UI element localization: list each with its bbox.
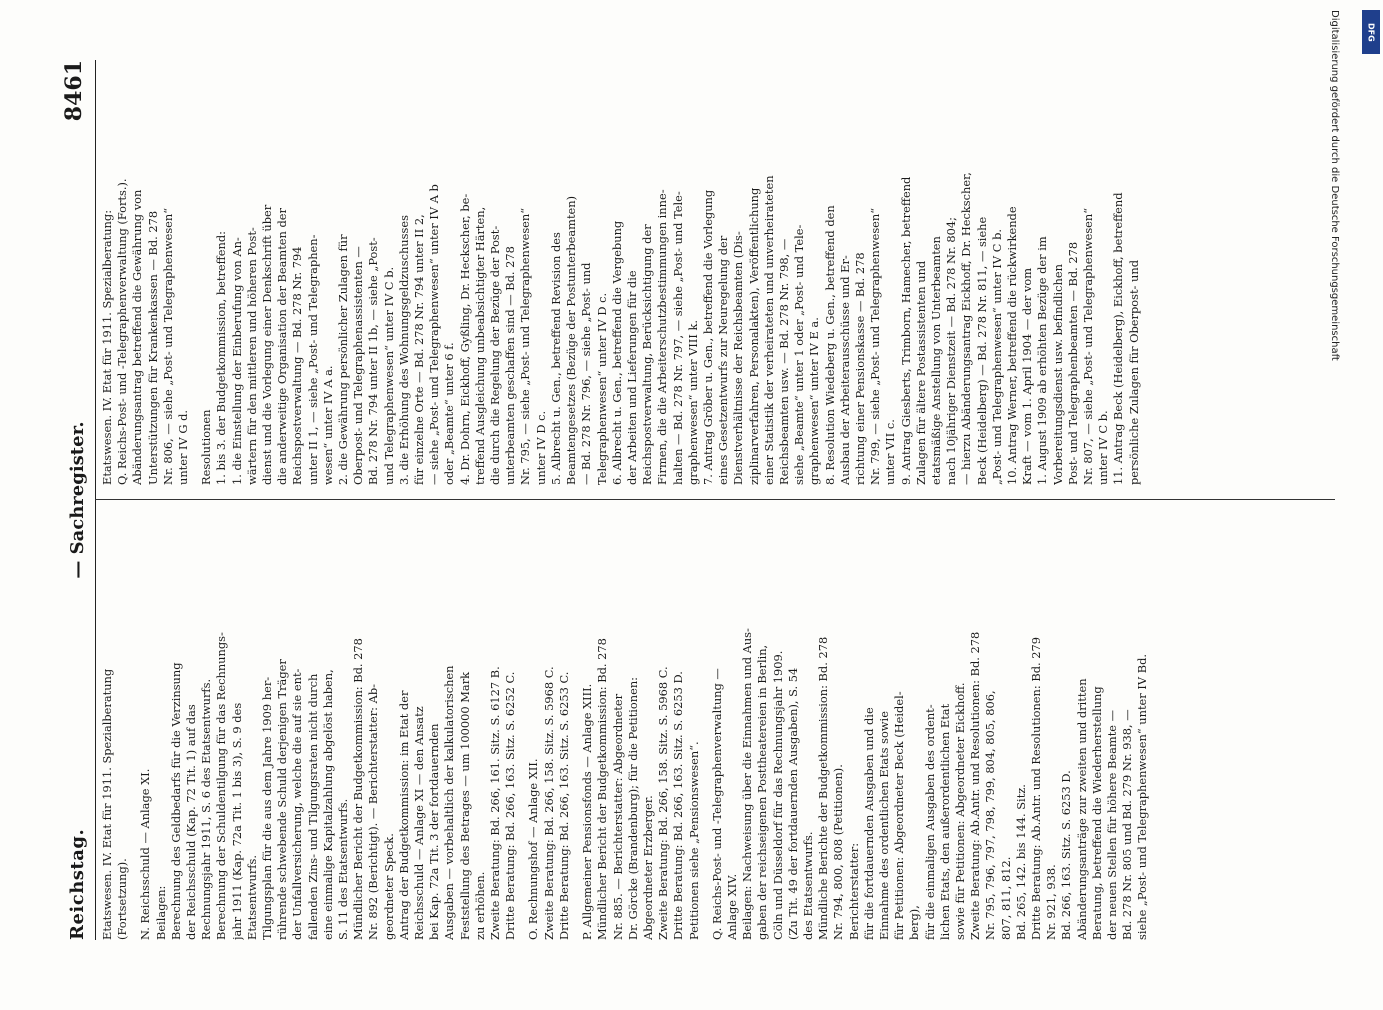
text-line: Abgeordneter Erzberger. — [640, 795, 655, 940]
text-line: Q. Reichs-Post- und -Telegraphenverwaltung (Forts.). — [115, 178, 130, 485]
text-line: ziplinarverfahren, Personalakten), Veröffentlichung — [746, 187, 761, 485]
text-line: Zweite Beratung: Bd. 266, 161. Sitz. S. 6127 B. — [488, 666, 503, 940]
text-line: Cöln und Düsseldorf für das Rechnungsjahr 1909. — [770, 650, 785, 940]
text-line: 1. August 1909 ab erhöhten Bezüge der im — [1035, 236, 1050, 485]
text-line: N. Reichsschuld — Anlage XI. — [138, 768, 153, 940]
text-line: — hierzu Abänderungsantrag Eickhoff, Dr. Heckscher, — [959, 172, 974, 485]
text-line: Einnahme des ordentlichen Etats sowie — [876, 711, 891, 940]
text-line: Zweite Beratung: Bd. 266, 158. Sitz. S. 5968 C. — [656, 666, 671, 940]
text-line: Bd. 278 Nr. 805 und Bd. 279 Nr. 938, — — [1120, 709, 1135, 940]
text-line: 9. Antrag Giesberts, Trimborn, Hamecher, betreffend — [898, 176, 913, 485]
text-line: Etatsentwurfs. — [244, 855, 259, 940]
text-line — [518, 515, 526, 940]
page-header — [55, 60, 96, 940]
text-line: Zulagen für ältere Postassistenten und — [913, 260, 928, 485]
text-line: Dritte Beratung: Ab.Antr. und Resolutionen: Bd. 279 — [1028, 637, 1043, 940]
text-line: Bd. 278 Nr. 794 unter II 1b, — siehe „Post- — [366, 237, 381, 485]
text-line: Abänderungsantrag betreffend die Gewährung von — [130, 189, 145, 485]
right-column — [100, 60, 1340, 485]
text-line: Anlage XIV. — [724, 873, 739, 940]
text-line: Etatswesen. IV. Etat für 1911. Spezialberatung: — [100, 209, 114, 485]
text-line: einer Statistik der verheirateten und unverheirateten — [761, 175, 776, 485]
text-line: richtung einer Pensionskasse — Bd. 278 — [852, 252, 867, 485]
text-line: Mündliche Berichte der Budgetkommission: Bd. 278 — [816, 636, 831, 940]
text-line: Beck (Heidelberg) — Bd. 278 Nr. 811, — siehe — [974, 216, 989, 485]
text-line: Beratung, betreffend die Wiederherstellung — [1089, 686, 1104, 940]
header-center: — Sachregister. — [67, 421, 88, 579]
text-line: Nr. 892 (Berichtigt). — Berichterstatter: Ab- — [366, 684, 381, 940]
text-line: Etatswesen. IV. Etat für 1911. Spezialberatung — [100, 668, 114, 940]
text-line: S. 11 des Etatsentwurfs. — [336, 798, 351, 940]
text-line: Ausbau der Arbeiterausschüsse und Er- — [837, 255, 852, 485]
text-line: der neuen Stellen für höhere Beamte — — [1105, 709, 1119, 940]
text-line: Vorbereitungsdienst usw. befindlichen — [1050, 264, 1065, 485]
text-line: 2. die Gewährung persönlicher Zulagen für — [336, 234, 351, 485]
text-line: fallenden Zins- und Tilgungsraten nicht durch — [305, 673, 320, 940]
page-number: 8461 — [61, 60, 87, 122]
text-line: graphenwesen“ unter VIII k. — [685, 319, 700, 485]
text-line: Mündlicher Bericht der Budgetkommission: Bd. 278 — [595, 638, 610, 940]
text-line: (Zu Tit. 49 der fortdauernden Ausgaben), S. 54 — [785, 667, 800, 940]
text-line: der Reichsschuld (Kap. 72 Tit. 1) auf das — [184, 704, 199, 940]
text-line: Beamtengesetzes (Bezüge der Postunterbeamten) — [564, 195, 579, 485]
text-line: P. Allgemeiner Pensionsfonds — Anlage XIII. — [580, 683, 595, 940]
text-line: 807, 811, 812. — [998, 856, 1013, 940]
text-line — [572, 515, 580, 940]
text-line: Unterstützungen für Krankenkassen — Bd. 278 — [145, 210, 160, 485]
text-line: 4. Dr. Dohrn, Eickhoff, Gyßling, Dr. Heckscher, be- — [457, 193, 472, 485]
text-line — [191, 60, 199, 485]
text-line — [702, 515, 710, 940]
text-line: halten — Bd. 278 Nr. 797, — siehe „Post- und Tele- — [670, 191, 685, 485]
text-line: O. Rechnungshof — Anlage XII. — [526, 758, 541, 940]
text-line: Nr. 885. — Berichterstatter: Abgeordneter — [610, 693, 625, 940]
text-line: Nr. 795, — siehe „Post- und Telegraphenwesen“ — [518, 207, 533, 485]
text-line: lichen Etats, den außerordentlichen Etat — [937, 703, 952, 940]
text-line: Nr. 806, — siehe „Post- und Telegraphenwesen“ — [160, 207, 175, 485]
digitization-note: Digitalisierung gefördert durch die Deutsche Forschungsgemeinschaft — [1329, 10, 1340, 361]
text-line: rührende schwebende Schuld derjenigen Träger — [275, 659, 290, 940]
text-line: Nr. 795, 796, 797, 798, 799, 804, 805, 806, — [983, 690, 998, 940]
text-line: Mündlicher Bericht der Budgetkommission: Bd. 278 — [351, 638, 366, 940]
text-line: Ausgaben — vorbehaltlich der kalkulatorischen — [442, 665, 457, 940]
text-line: 10. Antrag Werner, betreffend die rückwirkende — [1004, 206, 1019, 485]
text-line: des Etatsentwurfs. — [800, 831, 815, 940]
text-line: 1. die Einstellung der Einberufung von An- — [229, 237, 244, 485]
text-line: Rechnungsjahr 1911, S. 6 des Etatsentwurfs. — [199, 678, 214, 940]
text-line: und Telegraphenwesen“ unter IV C b. — [381, 266, 396, 485]
text-line: unterbeamten geschaffen sind — Bd. 278 — [503, 246, 518, 485]
text-line: Feststellung des Betrages — um 100000 Mark — [457, 671, 472, 940]
left-column — [100, 515, 1340, 940]
text-line: eine einmalige Kapitalzahlung abgelöst haben, — [320, 669, 335, 940]
text-line: — siehe „Post- und Telegraphenwesen“ unter IV A b — [427, 184, 442, 485]
text-line: (Fortsetzung). — [115, 858, 130, 940]
text-line: Nr. 807, — siehe „Post- und Telegraphenwesen“ — [1081, 207, 1095, 485]
text-line: Berichterstatter: — [846, 842, 861, 940]
text-line: 8. Resolution Wiedeberg u. Gen., betreffend den — [822, 205, 837, 485]
text-line: Kraft — vom 1. April 1904 — der vom — [1020, 267, 1035, 485]
text-line: Telegraphenwesen“ unter IV D c. — [594, 292, 609, 485]
text-line: Reichsschuld — Anlage XI — den Ansatz — [412, 706, 427, 940]
text-line: Nr. 921, 938. — [1044, 864, 1059, 940]
text-line: jahr 1911 (Kap. 72a Tit. 1 bis 3), S. 9 des — [229, 702, 244, 940]
text-line: die anderweitige Organisation der Beamten der — [275, 208, 290, 485]
text-line: Firmen, die die Arbeiterschutzbestimmungen inne- — [655, 189, 670, 485]
text-line: Bd. 266, 163. Sitz. S. 6253 D. — [1059, 770, 1074, 940]
text-line: eines Gesetzentwurfs zur Neuregelung der — [716, 235, 731, 485]
text-line: Dritte Beratung: Bd. 266, 163. Sitz. S. 6252 C. — [503, 671, 518, 940]
text-line: 5. Albrecht u. Gen., betreffend Revision des — [548, 232, 563, 485]
text-line: der Arbeiten und Lieferungen für die — [624, 270, 639, 485]
text-line: Abänderungsanträge zur zweiten und dritten — [1074, 678, 1089, 940]
text-line: Zweite Beratung: Bd. 266, 158. Sitz. S. 5968 C. — [541, 666, 556, 940]
text-line: 3. die Erhöhung des Wohnungsgeldzuschusses — [396, 215, 411, 485]
text-line: 6. Albrecht u. Gen., betreffend die Vergebung — [609, 220, 624, 485]
text-line: persönliche Zulagen für Oberpost- und — [1126, 260, 1141, 485]
text-line: oder „Beamte“ unter 6 f. — [442, 342, 457, 485]
text-line: Bd. 265, 142. bis 144. Sitz. — [1013, 784, 1028, 940]
text-line: die durch die Regelung der Bezüge der Post- — [488, 225, 503, 485]
text-line: unter IV G d. — [176, 409, 191, 485]
text-line: Beilagen: — [153, 885, 168, 940]
text-line: nach 10jähriger Dienstzeit — Bd. 278 Nr. 804; — [944, 217, 959, 485]
text-line: gaben der reichseigenen Posttheatereien in Berlin, — [755, 644, 770, 940]
text-line: berg), — [907, 905, 922, 940]
text-line: für einzelne Orte — Bd. 278 Nr. 794 unter II 2, — [412, 214, 427, 485]
text-line: Dr. Görcke (Brandenburg); für die Petitionen: — [625, 677, 640, 940]
text-line: Post- und Telegraphenbeamten — Bd. 278 — [1065, 241, 1080, 485]
text-line: Reichspostverwaltung — Bd. 278 Nr. 794 — [290, 246, 305, 485]
text-line: graphenwesen“ unter IV E a. — [807, 317, 822, 485]
text-line: etatsmäßige Anstellung von Unterbeamten — [928, 236, 943, 485]
text-line: zu erhöhen. — [472, 871, 487, 940]
text-line: wesen“ unter IV A a. — [320, 365, 335, 485]
text-line: Beilagen: Nachweisung über die Einnahmen und Aus- — [740, 628, 755, 940]
text-line: siehe „Post- und Telegraphenwesen“ unter IV Bd. — [1135, 654, 1150, 940]
text-line: unter VII c. — [883, 419, 898, 485]
text-line: Petitionen siehe „Pensionswesen“. — [686, 741, 701, 940]
text-line: Resolutionen — [199, 409, 214, 485]
text-line: dienst und die Vorlegung einer Denkschrift über — [260, 204, 275, 485]
text-line: für die einmaligen Ausgaben des ordent- — [922, 704, 937, 940]
header-left: Reichstag. — [67, 828, 88, 940]
text-line: Reichspostverwaltung, Berücksichtigung der — [640, 224, 655, 485]
text-line: für die fortdauernden Ausgaben und die — [861, 707, 876, 940]
text-line: unter IV C b. — [1096, 410, 1111, 485]
text-line: Reichsbeamten usw. — Bd. 278 Nr. 798, — — [776, 238, 791, 485]
text-line: Oberpost- und Telegraphenassistenten — — [351, 246, 366, 485]
text-line: 1. bis 3. der Budgetkommission, betreffend: — [214, 231, 229, 485]
dfg-logo: DFG — [1362, 10, 1380, 54]
text-line: unter II 1, — siehe „Post- und Telegraphen- — [305, 234, 320, 485]
text-line: „Post- und Telegraphenwesen“ unter IV C b. — [989, 228, 1004, 485]
text-line: der Unfallversicherung, welche die auf sie ent- — [290, 668, 305, 940]
text-line: siehe „Beamte“ unter 1 oder „Post- und Tele- — [792, 224, 807, 485]
text-line: Dienstverhältnisse der Reichsbeamten (Dis- — [731, 231, 746, 485]
text-line: 7. Antrag Gröber u. Gen., betreffend die Vorlegung — [700, 189, 715, 485]
text-line: Berechnung des Geldbedarfs für die Verzinsung — [168, 662, 183, 940]
text-line — [130, 515, 138, 940]
column-divider — [95, 499, 1335, 500]
text-line: Dritte Beratung: Bd. 266, 163. Sitz. S. 6253 C. — [556, 671, 571, 940]
text-line: — Bd. 278 Nr. 796, — siehe „Post- und — [579, 262, 594, 485]
text-line: Nr. 799, — siehe „Post- und Telegraphenwesen“ — [868, 207, 883, 485]
text-line: Tilgungsplan für die aus dem Jahre 1909 her- — [260, 676, 275, 940]
text-line: 11. Antrag Beck (Heidelberg), Eickhoff, betreffend — [1111, 192, 1126, 485]
text-line: wärtern für den mittleren und höheren Post- — [244, 227, 259, 485]
text-line: Dritte Beratung: Bd. 266, 163. Sitz. S. 6253 D. — [671, 671, 686, 940]
text-line: Berechnung der Schuldentilgung für das Rechnungs- — [214, 632, 229, 940]
text-line: unter IV D c. — [533, 410, 548, 485]
text-line: Zweite Beratung: Ab.Antr. und Resolutionen: Bd. 278 — [968, 631, 983, 940]
text-line: Q. Reichs-Post- und -Telegraphenverwaltung — — [709, 668, 724, 940]
text-line: Antrag der Budgetkommission: im Etat der — [396, 690, 411, 940]
text-line: sowie für Petitionen: Abgeordneter Eickhoff. — [952, 682, 967, 940]
text-line: bei Kap. 72a Tit. 3 der fortdauernden — [427, 723, 442, 940]
text-line: für Petitionen: Abgeordneter Beck (Heidel- — [892, 691, 907, 940]
text-line: treffend Ausgleichung unbeabsichtigter Härten, — [472, 206, 487, 485]
text-line: Nr. 794, 800, 808 (Petitionen). — [831, 764, 846, 940]
text-line: geordneter Speck. — [381, 833, 396, 940]
